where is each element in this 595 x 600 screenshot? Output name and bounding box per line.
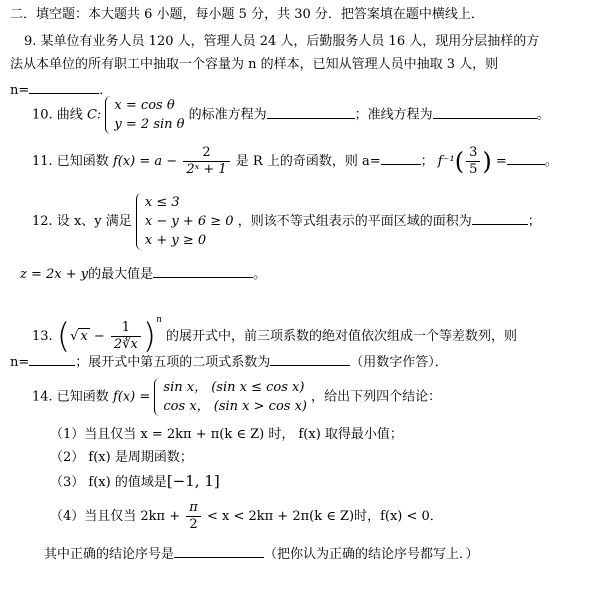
q11-eq: = <box>495 154 507 169</box>
q14 <box>32 378 441 416</box>
q11-frac-den: 2ˣ + 1 <box>186 162 227 177</box>
q11-a-blank[interactable] <box>381 150 421 165</box>
q13-n-label: n= <box>10 355 30 370</box>
q10-prefix: 10. 曲线 <box>32 107 83 123</box>
q12-c1: x ≤ 3 <box>144 195 180 210</box>
q14-s3-range: [−1, 1] <box>166 472 220 490</box>
q12-c3: x + y ≥ 0 <box>144 233 207 248</box>
q13-lparen: ( <box>56 316 71 357</box>
q12-brace <box>136 193 144 250</box>
q13-rparen: ) <box>142 316 157 357</box>
q14-s4-prefix: （4）当且仅当 2kπ + <box>50 509 181 524</box>
q12-mid-end: ； <box>527 214 541 229</box>
q13-frac-den: 2∛x <box>113 337 138 352</box>
q12-max-blank[interactable] <box>153 263 253 278</box>
q14-statement-2: （2） f(x) 是周期函数； <box>50 450 193 465</box>
q14-statement-3 <box>50 472 220 492</box>
q11-lparen: ( <box>454 147 465 176</box>
q12-constraint-system <box>136 193 234 250</box>
q14-statement-4 <box>50 500 443 533</box>
q14-brace <box>154 378 162 416</box>
q9-n-label: n= <box>10 83 30 98</box>
q9-answer-blank[interactable] <box>29 79 99 94</box>
q14-case2: cos x， (sin x > cos x) <box>163 399 307 414</box>
q10-directrix-blank[interactable] <box>433 104 537 119</box>
q12-line2-mid: 的最大值是 <box>88 267 154 282</box>
q11-inv-num: 3 <box>466 145 480 162</box>
q14-mid: ，给出下列四个结论： <box>311 389 442 405</box>
q10-end: 。 <box>536 107 550 123</box>
q13-frac-num: 1 <box>111 320 141 337</box>
q9-line2: 法从本单位的所有职工中抽取一个容量为 n 的样本，已知从管理人员中抽取 3 人，则 <box>10 57 499 72</box>
q12 <box>32 193 541 250</box>
q14-final-prefix: 其中正确的结论序号是 <box>44 547 175 562</box>
q14-final <box>44 543 479 564</box>
q13-exponent: n <box>156 315 162 325</box>
q10-curve-name: C: <box>86 107 102 123</box>
q14-s4-suffix: < x < 2kπ + 2π(k ∈ Z)时，f(x) < 0． <box>206 509 443 524</box>
q13-line2 <box>10 351 448 372</box>
q14-prefix: 14. 已知函数 <box>32 389 109 405</box>
q11-inv-den: 5 <box>469 162 478 177</box>
q10-brace <box>105 96 113 134</box>
q14-final-blank[interactable] <box>174 543 264 558</box>
q11-sep: ； <box>420 154 434 169</box>
q13-prefix: 13. <box>32 329 53 344</box>
q10-parametric-system <box>105 96 184 134</box>
q11-frac-num: 2 <box>183 145 229 162</box>
q11-prefix: 11. 已知函数 <box>32 154 109 169</box>
q11-inv-arg <box>466 145 480 178</box>
q14-fx: f(x) = <box>112 389 151 405</box>
q9-period: ． <box>99 83 113 98</box>
q13-sqrt-x: x <box>80 329 88 344</box>
q11-rparen: ) <box>482 147 492 176</box>
q14-piecewise <box>154 378 307 416</box>
q13-fraction <box>111 320 141 353</box>
q13: 13. (√ x − $\frac{1}{2∛x}$ )$^n$ 的展开式中，前三项系数的绝对值依次组成一个等差数列，则 <box>32 315 518 357</box>
q10-eq2: y = 2 sin θ <box>114 117 185 132</box>
q11 <box>32 145 558 178</box>
q13-coeff-blank[interactable] <box>270 351 350 366</box>
q14-final-suffix: （把你认为正确的结论序号都写上．） <box>264 547 479 562</box>
section-heading: 二．填空题：本大题共 6 小题，每小题 5 分，共 30 分．把答案填在题中横线上． <box>10 7 484 22</box>
q10-standard-eq-blank[interactable] <box>267 104 355 119</box>
q14-s4-fraction <box>186 500 201 533</box>
q13-line2-end: （用数字作答）． <box>350 355 448 370</box>
q11-finv: f⁻¹ <box>437 154 455 169</box>
q11-end: 。 <box>544 154 558 169</box>
q12-line2 <box>20 263 266 284</box>
q10 <box>32 96 550 134</box>
q12-mid: ，则该不等式组表示的平面区域的面积为 <box>237 214 472 229</box>
q9-line1: 9. 某单位有业务人员 120 人，管理人员 24 人，后勤服务人员 16 人，现用分层抽样的方 <box>24 34 540 49</box>
q10-mid2: ；准线方程为 <box>354 107 433 123</box>
q12-z-expr: z = 2x + y <box>20 267 89 282</box>
q14-statement-1: （1）当且仅当 x = 2kπ + π(k ∈ Z) 时， f(x) 取得最小值； <box>50 427 403 442</box>
q11-finv-blank[interactable] <box>507 150 545 165</box>
q13-line2-mid: ；展开式中第五项的二项式系数为 <box>75 355 271 370</box>
q10-mid: 的标准方程为 <box>188 107 267 123</box>
q12-line2-end: 。 <box>253 267 267 282</box>
q11-mid: 是 R 上的奇函数，则 a= <box>235 154 381 169</box>
q11-fx: f(x) = a − <box>112 154 178 169</box>
q13-mid: 的展开式中，前三项系数的绝对值依次组成一个等差数列，则 <box>166 329 518 344</box>
q12-prefix: 12. 设 x、y 满足 <box>32 214 132 229</box>
q14-s4-num: π <box>186 500 201 517</box>
q12-area-blank[interactable] <box>472 210 528 225</box>
q12-c2: x − y + 6 ≥ 0 <box>144 214 234 229</box>
q13-n-blank[interactable] <box>29 351 75 366</box>
q14-s4-den: 2 <box>189 517 198 532</box>
q11-fraction <box>183 145 229 178</box>
q14-case1: sin x， (sin x ≤ cos x) <box>163 380 305 395</box>
q13-sqrt: √ x <box>70 329 88 344</box>
q14-s3-prefix: （3） f(x) 的值域是 <box>50 475 167 490</box>
q10-eq1: x = cos θ <box>114 98 175 113</box>
